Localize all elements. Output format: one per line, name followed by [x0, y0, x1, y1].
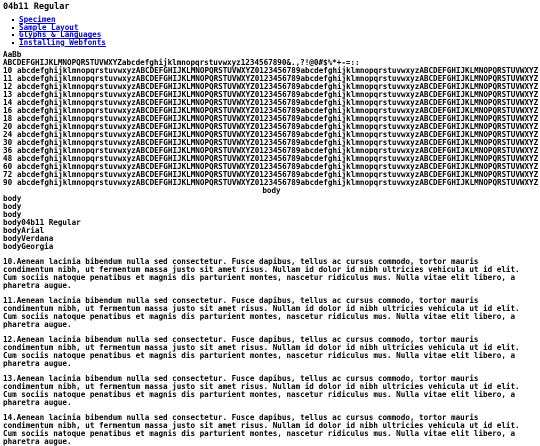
nav-item-specimen	[19, 16, 540, 24]
specimen-page	[3, 1, 540, 446]
nav-link-sample-layout[interactable]: Sample Layout	[19, 22, 79, 32]
size-label: 18	[3, 114, 13, 124]
size-sample: abcdefghijklmnopqrstuvwxyzABCDEFGHIJKLMNOPQRSTUVWXYZ0123456789abcdefghijklmnopqrstuvwxyzABCDEFGHIJKLMNOPQRSTUVWXYZ	[17, 106, 539, 116]
size-label: 30	[3, 138, 13, 148]
paragraph-samples	[3, 258, 540, 446]
sample-paragraph: 11.Aenean lacinia bibendum nulla sed consectetur. Fusce dapibus, tellus ac cursus commodo, tortor mauris condimentum nibh, ut fermentum massa justo sit amet risus. Nullam id dolor id nibh ultricies vehicula ut id elit. Cum sociis natoque penatibus et magnis dis parturient montes, nascetur ridiculus mus. Nulla vitae elit libero, a pharetra augue.	[3, 296, 520, 330]
size-label: 16	[3, 106, 13, 116]
size-label: 72	[3, 170, 13, 180]
body-sample-line: body04b11 Regular	[3, 218, 81, 228]
size-sample: abcdefghijklmnopqrstuvwxyzABCDEFGHIJKLMNOPQRSTUVWXYZ0123456789abcdefghijklmnopqrstuvwxyzABCDEFGHIJKLMNOPQRSTUVWXYZ	[17, 146, 539, 156]
size-sample: abcdefghijklmnopqrstuvwxyzABCDEFGHIJKLMNOPQRSTUVWXYZ0123456789abcdefghijklmnopqrstuvwxyzABCDEFGHIJKLMNOPQRSTUVWXYZ	[17, 74, 539, 84]
size-sample: abcdefghijklmnopqrstuvwxyzABCDEFGHIJKLMNOPQRSTUVWXYZ0123456789abcdefghijklmnopqrstuvwxyzABCDEFGHIJKLMNOPQRSTUVWXYZ	[17, 130, 539, 140]
size-label: 60	[3, 162, 13, 172]
sample-paragraph: 14.Aenean lacinia bibendum nulla sed consectetur. Fusce dapibus, tellus ac cursus commodo, tortor mauris condimentum nibh, ut fermentum massa justo sit amet risus. Nullam id dolor id nibh ultricies vehicula ut id elit. Cum sociis natoque penatibus et magnis dis parturient montes, nascetur ridiculus mus. Nulla vitae elit libero, a pharetra augue.	[3, 413, 520, 446]
nav-link-glyphs-languages[interactable]: Glyphs & Languages	[19, 30, 102, 40]
size-label: 10	[3, 66, 13, 76]
size-label: 14	[3, 98, 13, 108]
size-label: 20	[3, 122, 13, 132]
nav-link-installing-webfonts[interactable]: Installing Webfonts	[19, 37, 106, 47]
body-sample-line: body	[3, 210, 22, 220]
sample-paragraph: 10.Aenean lacinia bibendum nulla sed consectetur. Fusce dapibus, tellus ac cursus commodo, tortor mauris condimentum nibh, ut fermentum massa justo sit amet risus. Nullam id dolor id nibh ultricies vehicula ut id elit. Cum sociis natoque penatibus et magnis dis parturient montes, nascetur ridiculus mus. Nulla vitae elit libero, a pharetra augue.	[3, 257, 520, 291]
size-sample: abcdefghijklmnopqrstuvwxyzABCDEFGHIJKLMNOPQRSTUVWXYZ0123456789abcdefghijklmnopqrstuvwxyzABCDEFGHIJKLMNOPQRSTUVWXYZ	[17, 82, 539, 92]
size-sample: abcdefghijklmnopqrstuvwxyzABCDEFGHIJKLMNOPQRSTUVWXYZ0123456789abcdefghijklmnopqrstuvwxyzABCDEFGHIJKLMNOPQRSTUVWXYZ	[17, 138, 539, 148]
size-sample: abcdefghijklmnopqrstuvwxyzABCDEFGHIJKLMNOPQRSTUVWXYZ0123456789abcdefghijklmnopqrstuvwxyzABCDEFGHIJKLMNOPQRSTUVWXYZ	[17, 170, 539, 180]
size-sample: abcdefghijklmnopqrstuvwxyzABCDEFGHIJKLMNOPQRSTUVWXYZ0123456789abcdefghijklmnopqrstuvwxyzABCDEFGHIJKLMNOPQRSTUVWXYZ	[17, 122, 539, 132]
sample-paragraph: 13.Aenean lacinia bibendum nulla sed consectetur. Fusce dapibus, tellus ac cursus commodo, tortor mauris condimentum nibh, ut fermentum massa justo sit amet risus. Nullam id dolor id nibh ultricies vehicula ut id elit. Cum sociis natoque penatibus et magnis dis parturient montes, nascetur ridiculus mus. Nulla vitae elit libero, a pharetra augue.	[3, 374, 520, 408]
size-label: 13	[3, 90, 13, 100]
size-sample: abcdefghijklmnopqrstuvwxyzABCDEFGHIJKLMNOPQRSTUVWXYZ0123456789abcdefghijklmnopqrstuvwxyzABCDEFGHIJKLMNOPQRSTUVWXYZ	[17, 66, 539, 76]
body-centered-label: body	[262, 186, 281, 196]
nav-list	[3, 16, 540, 46]
body-sample-line: bodyVerdana	[3, 234, 54, 244]
size-label: 36	[3, 146, 13, 156]
size-sample: abcdefghijklmnopqrstuvwxyzABCDEFGHIJKLMNOPQRSTUVWXYZ0123456789abcdefghijklmnopqrstuvwxyzABCDEFGHIJKLMNOPQRSTUVWXYZ	[17, 90, 539, 100]
page-title: 04b11 Regular	[3, 2, 70, 12]
body-sample-line: body	[3, 202, 22, 212]
nav-link-specimen[interactable]: Specimen	[19, 15, 56, 24]
body-sample-line: body	[3, 194, 22, 204]
sample-paragraph: 12.Aenean lacinia bibendum nulla sed consectetur. Fusce dapibus, tellus ac cursus commodo, tortor mauris condimentum nibh, ut fermentum massa justo sit amet risus. Nullam id dolor id nibh ultricies vehicula ut id elit. Cum sociis natoque penatibus et magnis dis parturient montes, nascetur ridiculus mus. Nulla vitae elit libero, a pharetra augue.	[3, 335, 520, 369]
size-label: 11	[3, 74, 13, 84]
body-samples	[3, 195, 540, 251]
size-label: 24	[3, 130, 13, 140]
size-sample: abcdefghijklmnopqrstuvwxyzABCDEFGHIJKLMNOPQRSTUVWXYZ0123456789abcdefghijklmnopqrstuvwxyzABCDEFGHIJKLMNOPQRSTUVWXYZ	[17, 178, 539, 188]
size-sample: abcdefghijklmnopqrstuvwxyzABCDEFGHIJKLMNOPQRSTUVWXYZ0123456789abcdefghijklmnopqrstuvwxyzABCDEFGHIJKLMNOPQRSTUVWXYZ	[17, 154, 539, 164]
size-sample: abcdefghijklmnopqrstuvwxyzABCDEFGHIJKLMNOPQRSTUVWXYZ0123456789abcdefghijklmnopqrstuvwxyzABCDEFGHIJKLMNOPQRSTUVWXYZ	[17, 114, 539, 124]
glyph-sample-aabb: AaBb	[3, 50, 22, 60]
body-sample-line: bodyArial	[3, 226, 45, 236]
size-waterfall	[3, 67, 540, 187]
size-label: 12	[3, 82, 13, 92]
size-label: 48	[3, 154, 13, 164]
nav-item-installing-webfonts	[19, 39, 540, 47]
size-sample: abcdefghijklmnopqrstuvwxyzABCDEFGHIJKLMNOPQRSTUVWXYZ0123456789abcdefghijklmnopqrstuvwxyzABCDEFGHIJKLMNOPQRSTUVWXYZ	[17, 162, 539, 172]
size-label: 90	[3, 178, 13, 188]
size-sample: abcdefghijklmnopqrstuvwxyzABCDEFGHIJKLMNOPQRSTUVWXYZ0123456789abcdefghijklmnopqrstuvwxyzABCDEFGHIJKLMNOPQRSTUVWXYZ	[17, 98, 539, 108]
character-set: ABCDEFGHIJKLMNOPQRSTUVWXYZabcdefghijklmnopqrstuvwxyz1234567890&.,?!@0#$%*+-=::	[3, 58, 360, 68]
body-sample-line: bodyGeorgia	[3, 242, 54, 252]
